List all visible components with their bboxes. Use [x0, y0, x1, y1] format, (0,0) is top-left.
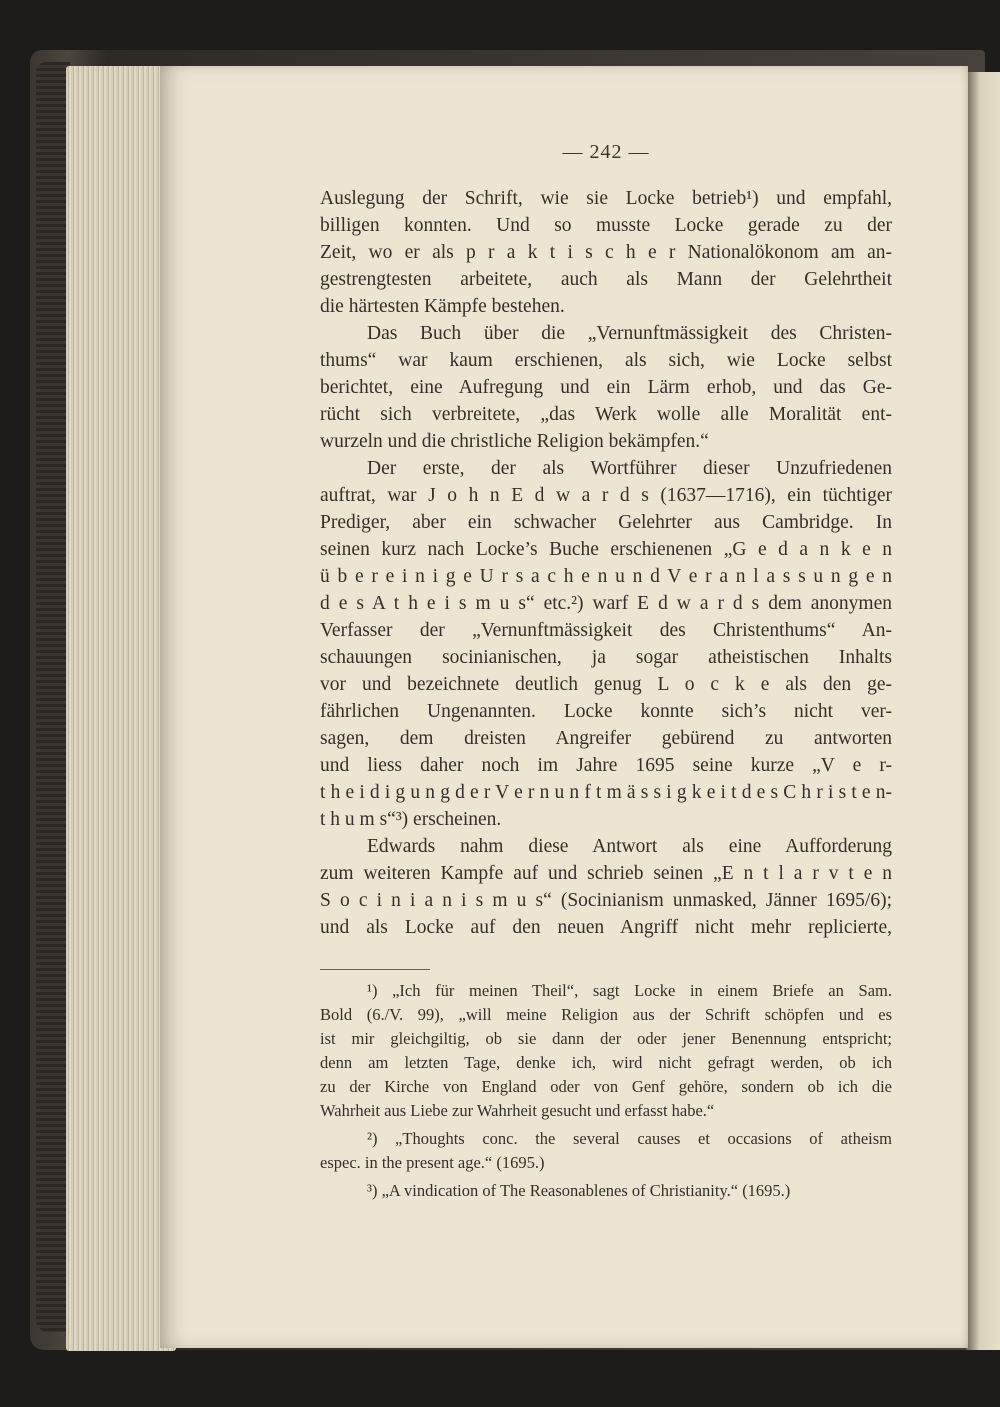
body-text	[320, 185, 892, 941]
text-line: Zeit, wo er als p r a k t i s c h e r Nationalökonom am an-	[320, 242, 892, 263]
text-line: S o c i n i a n i s m u s“ (Socinianism unmasked, Jänner 1695/6);	[320, 890, 892, 911]
text-line: sagen, dem dreisten Angreifer gebürend zu antworten	[320, 728, 892, 749]
text-line: gestrengtesten arbeitete, auch als Mann der Gelehrtheit	[320, 269, 892, 290]
next-page-edge	[966, 72, 1000, 1350]
footnote-line: Bold (6./V. 99), „will meine Religion aus der Schrift schöpfen und es	[320, 1005, 892, 1024]
footnote-line: ²) „Thoughts conc. the several causes et occasions of atheism	[367, 1129, 892, 1148]
footnote-line: Wahrheit aus Liebe zur Wahrheit gesucht und erfasst habe.“	[320, 1101, 715, 1120]
text-line: d e s A t h e i s m u s“ etc.²) warf E d w a r d s dem anonymen	[320, 593, 892, 614]
text-line: wurzeln und die christliche Religion bekämpfen.“	[320, 431, 709, 452]
footnote-line: denn am letzten Tage, denke ich, wird nicht gefragt werden, ob ich	[320, 1053, 892, 1072]
footnote-line: ¹) „Ich für meinen Theil“, sagt Locke in einem Briefe an Sam.	[367, 981, 892, 1000]
text-line: und liess daher noch im Jahre 1695 seine kurze „V e r-	[320, 755, 892, 776]
footnote-line: zu der Kirche von England oder von Genf gehöre, sondern ob ich die	[320, 1077, 892, 1096]
text-line: rücht sich verbreitete, „das Werk wolle alle Moralität ent-	[320, 404, 892, 425]
text-line: fährlichen Ungenannten. Locke konnte sich’s nicht ver-	[320, 701, 892, 722]
text-line: t h e i d i g u n g d e r V e r n u n f t m ä s s i g k e i t d e s C h r i s t e n-	[320, 782, 892, 803]
text-line: Verfasser der „Vernunftmässigkeit des Christenthums“ An-	[320, 620, 892, 641]
text-line: thums“ war kaum erschienen, als sich, wie Locke selbst	[320, 350, 892, 371]
text-line: billigen konnten. Und so musste Locke gerade zu der	[320, 215, 892, 236]
footnote	[320, 1127, 892, 1175]
text-line: t h u m s“³) erscheinen.	[320, 809, 502, 830]
footnote-rule	[320, 969, 430, 970]
footnote-line: ³) „A vindication of The Reasonablenes of Christianity.“ (1695.)	[367, 1181, 791, 1200]
text-line: die härtesten Kämpfe bestehen.	[320, 296, 565, 317]
page-number: — 242 —	[562, 141, 650, 163]
text-line: berichtet, eine Aufregung und ein Lärm erhob, und das Ge-	[320, 377, 892, 398]
footnote-line: espec. in the present age.“ (1695.)	[320, 1153, 545, 1172]
text-line: zum weiteren Kampfe auf und schrieb seinen „E n t l a r v t e n	[320, 863, 892, 884]
footnote	[320, 1179, 892, 1203]
text-line: schauungen socinianischen, ja sogar atheistischen Inhalts	[320, 647, 892, 668]
text-line: Edwards nahm diese Antwort als eine Aufforderung	[367, 836, 892, 857]
text-line: auftrat, war J o h n E d w a r d s (1637—1716), ein tüchtiger	[320, 485, 892, 506]
text-line: seinen kurz nach Locke’s Buche erschienenen „G e d a n k e n	[320, 539, 892, 560]
text-line: Der erste, der als Wortführer dieser Unzufriedenen	[367, 458, 892, 479]
text-line: ü b e r e i n i g e U r s a c h e n u n d V e r a n l a s s u n g e n	[320, 566, 892, 587]
footnote	[320, 979, 892, 1123]
text-line: vor und bezeichnete deutlich genug L o c k e als den ge-	[320, 674, 892, 695]
book-spine	[36, 62, 70, 1332]
text-line: und als Locke auf den neuen Angriff nicht mehr replicierte,	[320, 917, 892, 938]
text-line: Prediger, aber ein schwacher Gelehrter aus Cambridge. In	[320, 512, 892, 533]
text-line: Das Buch über die „Vernunftmässigkeit des Christen-	[367, 323, 892, 344]
text-line: Auslegung der Schrift, wie sie Locke betrieb¹) und empfahl,	[320, 188, 892, 209]
footnotes	[320, 979, 892, 1203]
footnote-line: ist mir gleichgiltig, ob sie dann der oder jener Benennung entspricht;	[320, 1029, 892, 1048]
